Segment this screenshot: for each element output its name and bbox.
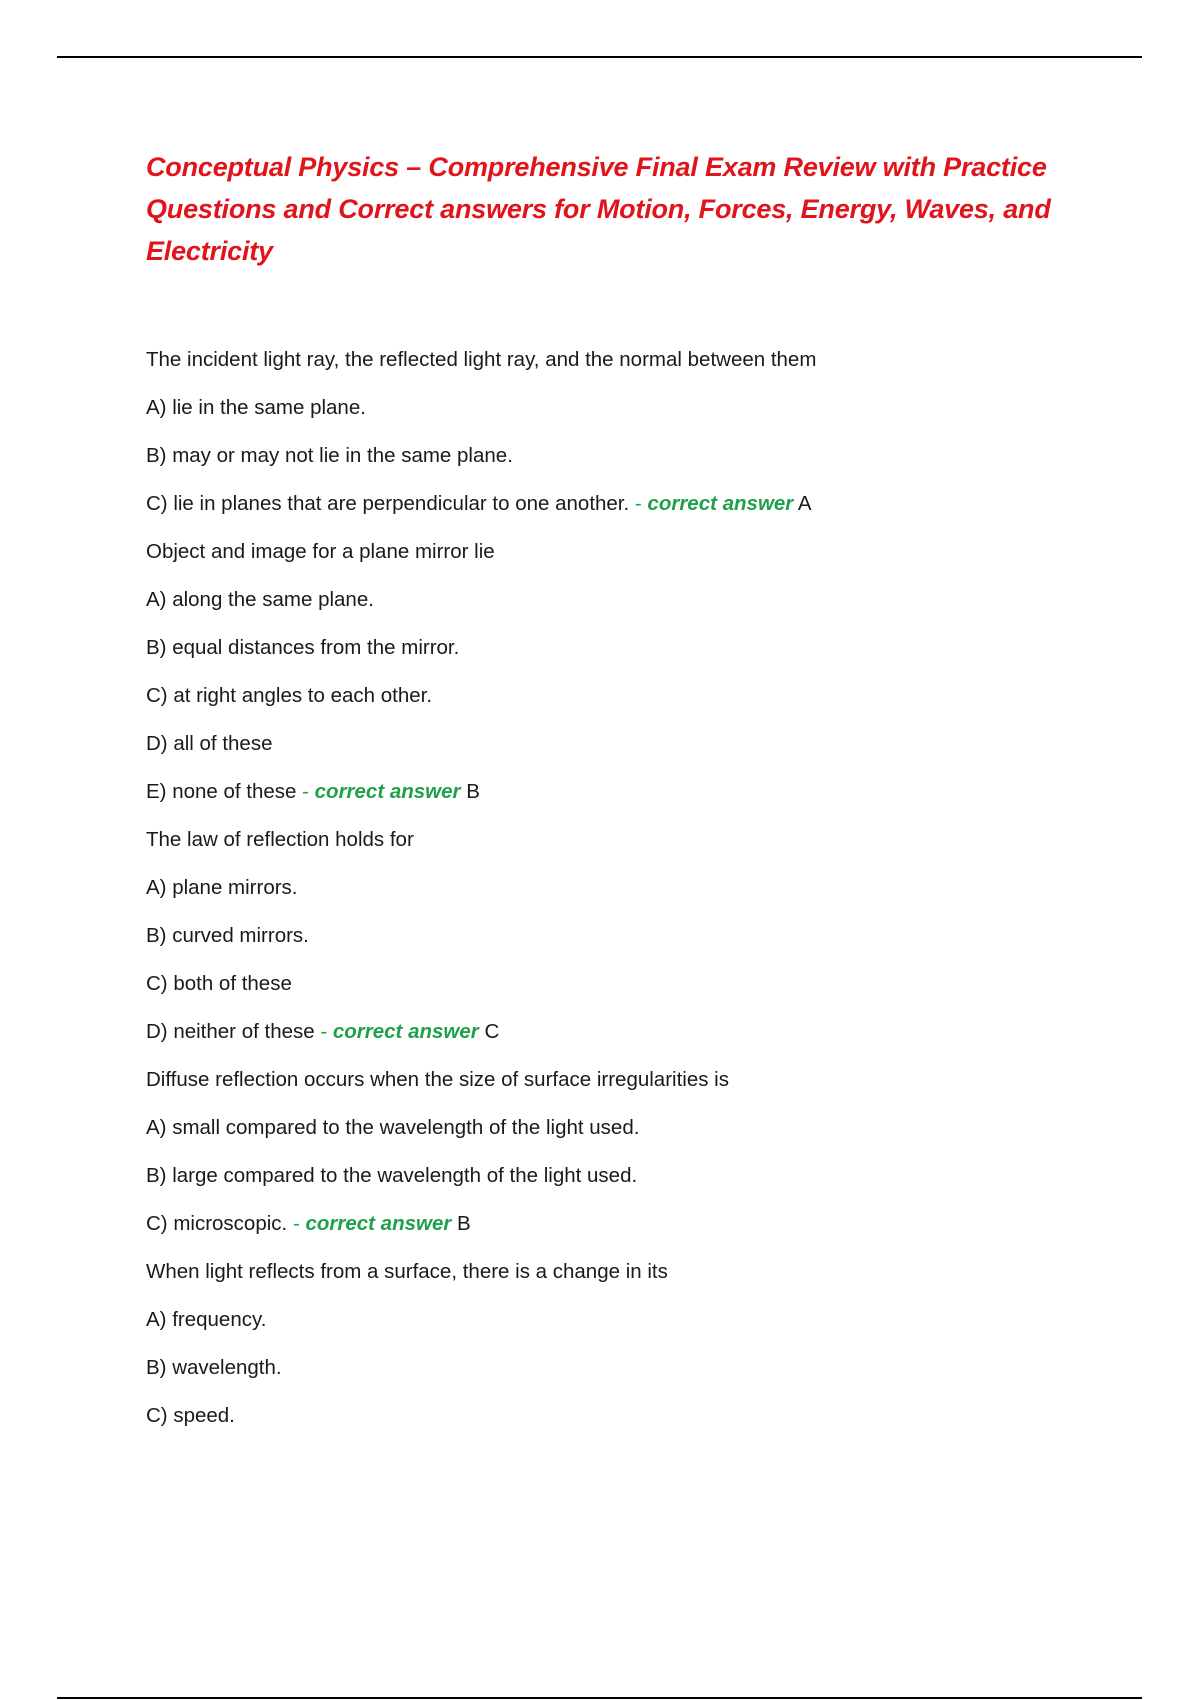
answer-letter: C — [484, 1020, 500, 1043]
option-c: C) microscopic. — [146, 1212, 288, 1235]
option-e: E) none of these — [146, 780, 297, 803]
correct-answer-label: correct answer — [305, 1212, 452, 1235]
question-2 — [146, 528, 1106, 816]
footer-rule — [57, 1697, 1142, 1699]
option-c-with-answer — [146, 1200, 1106, 1248]
answer-separator: - — [629, 492, 648, 515]
option-c: C) at right angles to each other. — [146, 684, 433, 707]
answer-letter: A — [797, 492, 812, 515]
option-a: A) frequency. — [146, 1308, 267, 1331]
option-b: B) may or may not lie in the same plane. — [146, 444, 513, 467]
question-4 — [146, 1056, 1106, 1248]
option-e-with-answer — [146, 768, 1106, 816]
document-title: Conceptual Physics – Comprehensive Final Exam Review with Practice Questions and Correct answers for Motion, Forces, Energy, Waves, and Electricity — [146, 152, 1051, 266]
question-prompt: The incident light ray, the reflected light ray, and the normal between them — [146, 348, 817, 371]
option-b: B) wavelength. — [146, 1356, 282, 1379]
option-d: D) all of these — [146, 732, 273, 755]
option-c-with-answer — [146, 480, 1106, 528]
option-b: B) equal distances from the mirror. — [146, 636, 460, 659]
document-page — [146, 146, 1106, 1440]
question-prompt: When light reflects from a surface, there is a change in its — [146, 1260, 668, 1283]
question-prompt: Diffuse reflection occurs when the size of surface irregularities is — [146, 1068, 729, 1091]
header-rule — [57, 56, 1142, 58]
question-prompt: The law of reflection holds for — [146, 828, 414, 851]
option-a: A) small compared to the wavelength of the light used. — [146, 1116, 640, 1139]
option-c: C) both of these — [146, 972, 292, 995]
option-d-with-answer — [146, 1008, 1106, 1056]
answer-separator: - — [287, 1212, 306, 1235]
correct-answer-label: correct answer — [314, 780, 461, 803]
answer-separator: - — [296, 780, 315, 803]
option-a: A) lie in the same plane. — [146, 396, 366, 419]
answer-letter: B — [466, 780, 480, 803]
question-list — [146, 336, 1106, 1440]
correct-answer-label: correct answer — [332, 1020, 479, 1043]
question-prompt: Object and image for a plane mirror lie — [146, 540, 495, 563]
option-b: B) large compared to the wavelength of the light used. — [146, 1164, 638, 1187]
option-b: B) curved mirrors. — [146, 924, 309, 947]
question-3 — [146, 816, 1106, 1056]
answer-separator: - — [314, 1020, 333, 1043]
answer-letter: B — [457, 1212, 471, 1235]
correct-answer-label: correct answer — [647, 492, 794, 515]
option-c: C) lie in planes that are perpendicular to one another. — [146, 492, 630, 515]
option-c: C) speed. — [146, 1404, 235, 1427]
option-a: A) along the same plane. — [146, 588, 374, 611]
question-1 — [146, 336, 1106, 528]
option-a: A) plane mirrors. — [146, 876, 298, 899]
option-d: D) neither of these — [146, 1020, 315, 1043]
question-5 — [146, 1248, 1106, 1440]
